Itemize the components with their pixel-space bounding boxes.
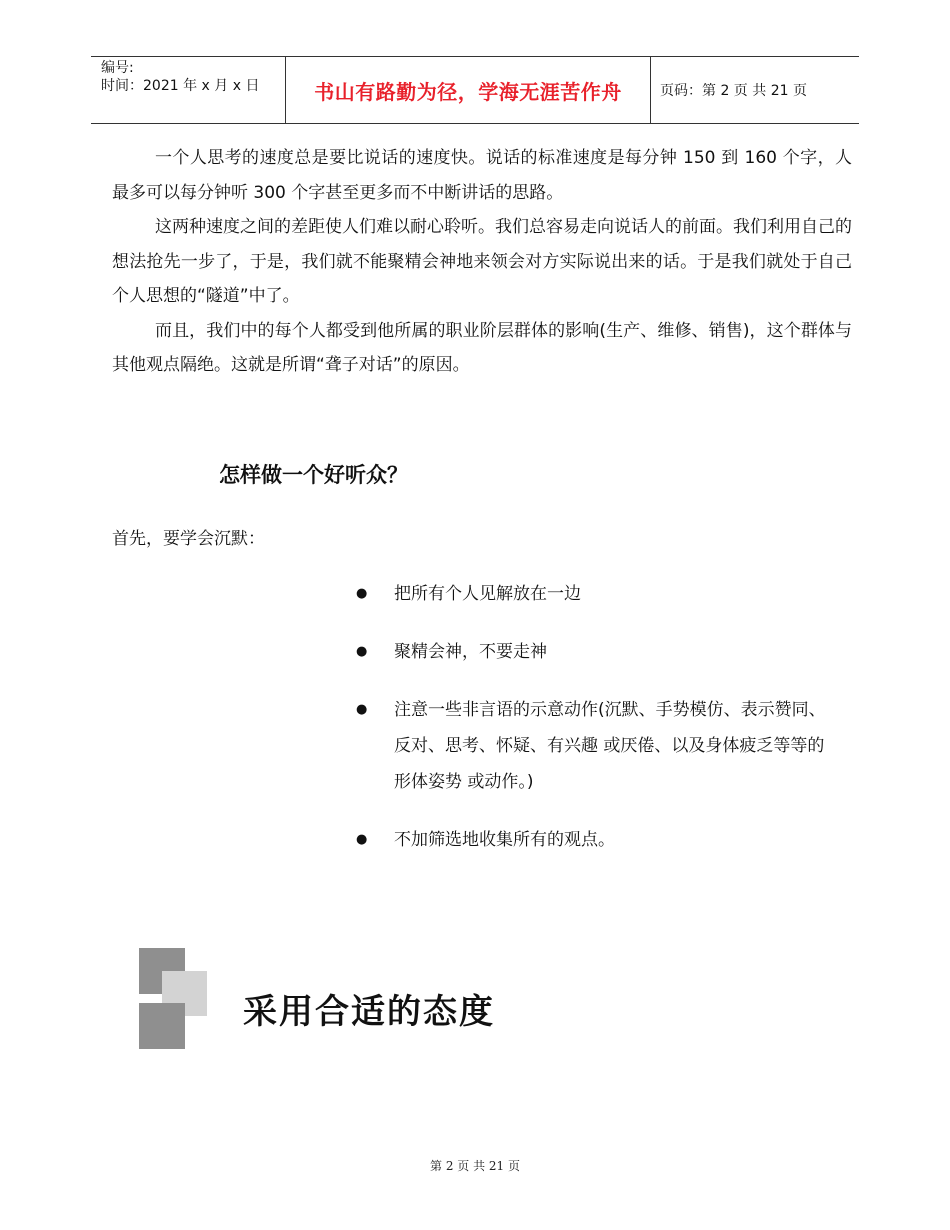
- list-item: [355, 634, 840, 670]
- bullet-icon: ●: [356, 702, 368, 717]
- list-item: [355, 822, 840, 858]
- body-text: [112, 141, 852, 383]
- list-item-text: 把所有个人见解放在一边: [394, 584, 581, 604]
- date-label: 时间：2021 年 x 月 x 日: [101, 78, 260, 94]
- paragraph: 一个人思考的速度总是要比说话的速度快。说话的标准速度是每分钟 150 到 160 个字，人最多可以每分钟听 300 个字甚至更多而不中断讲话的思路。: [112, 148, 852, 203]
- doc-number-label: 编号:: [101, 60, 134, 76]
- section-title: 采用合适的态度: [243, 992, 495, 1032]
- list-item-text: 不加筛选地收集所有的观点。: [394, 830, 615, 850]
- header-meta: [91, 57, 286, 123]
- decorative-square-icon: [139, 1003, 185, 1049]
- page-footer: 第 2 页 共 21 页: [430, 1159, 520, 1173]
- bullet-list: [355, 576, 840, 880]
- bullet-icon: ●: [356, 586, 368, 601]
- list-item-text: 注意一些非言语的示意动作(沉默、手势模仿、表示赞同、反对、思考、怀疑、有兴趣 或厌倦、以及身体疲乏等等的形体姿势 或动作。): [394, 700, 826, 792]
- header-page-info: 页码：第 2 页 共 21 页: [660, 83, 807, 99]
- intro-text: 首先，要学会沉默：: [112, 529, 265, 549]
- subheading: 怎样做一个好听众？: [219, 463, 408, 487]
- list-item-text: 聚精会神，不要走神: [394, 642, 547, 662]
- list-item: [355, 576, 840, 612]
- page-header: [91, 56, 859, 124]
- bullet-icon: ●: [356, 644, 368, 659]
- header-motto: 书山有路勤为径，学海无涯苦作舟: [286, 57, 651, 123]
- paragraph: 这两种速度之间的差距使人们难以耐心聆听。我们总容易走向说话人的前面。我们利用自己的想法抢先一步了，于是，我们就不能聚精会神地来领会对方实际说出来的话。于是我们就处于自己个人思想的“隧道”中了。: [112, 217, 852, 306]
- bullet-icon: ●: [356, 832, 368, 847]
- paragraph: 而且，我们中的每个人都受到他所属的职业阶层群体的影响(生产、维修、销售)，这个群体与其他观点隔绝。这就是所谓“聋子对话”的原因。: [112, 320, 852, 375]
- list-item: [355, 692, 840, 800]
